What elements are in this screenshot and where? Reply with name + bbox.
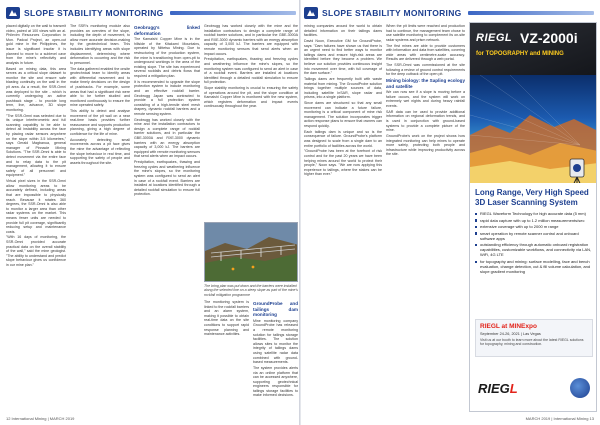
ad-event-title: RIEGL at MINExpo — [480, 323, 537, 330]
ad-subtitle: for TOPOGRAPHY and MINING — [476, 51, 564, 57]
section-title: SLOPE STABILITY MONITORING — [24, 8, 164, 18]
article-column-4-lower-a — [204, 300, 249, 412]
paragraph: Since dams are structured so that any small movement can indicate a future failure, monitoring is a critical component of mine risk management. The solution incorporates trigger action response plans to ensure that owners can respond quickly. — [304, 101, 382, 129]
ad-brand: RIEGL — [476, 32, 513, 44]
paragraph: "With 16 days of monitoring, the SSR-Omni provided accurate practical data on the overall stability of the wall," said the mine geologist. "The ability to understand and predict slope behaviour gives us confidence in our mine plan." — [6, 235, 66, 268]
ad-event-box[interactable] — [475, 319, 593, 357]
page-gutter — [299, 0, 301, 425]
paragraph: Each tailings dam is unique and so is the consequence of failure. GroundProbe's platform was designed to scale from a single dam to an entire portfolio of facilities across the world. — [304, 129, 382, 148]
ad-feature: rapid data capture with up to 1.2 million measurements/sec — [475, 218, 593, 223]
article-column-4-top — [204, 24, 298, 218]
ad-scan-image — [470, 75, 597, 183]
paragraph: The SSR's monitoring module also provides an overview of the slope, including the depth of movement, to allow more accurate decision-making by the geotechnical team. This includes identifying areas with slope displacement, determining where deformation is occurring and the risk to personnel. — [70, 24, 130, 65]
section-title: SLOPE STABILITY MONITORING — [322, 8, 462, 18]
paragraph: The monitoring system is linked to the rockfall barriers and an alarm system, making it possible to obtain real-time data on the site conditions to support rapid response planning and maintenance activities. — [204, 300, 249, 337]
subheading: Mining biology: the Sapling ecology and satellite — [386, 78, 465, 89]
article-column-4-lower-b — [253, 300, 298, 412]
paragraph: The system provides alerts via an online platform that can be accessed anywhere, supporting geotechnical engineers responsible for tailings storage facilities to make informed decisions. — [253, 365, 298, 398]
paragraph: Precipitation, earthquakes, thawing and freezing cycles and weathering influence the mine's slopes, so the monitoring system was configured to send an alert in case of a rockfall event. Barriers are installed at locations identified through a detailed rockfall simulation to ensure full protection. — [204, 57, 298, 85]
riegl-logo — [478, 381, 518, 396]
footer-text: MARCH 2019 | International Mining 13 — [525, 415, 594, 421]
paragraph: This ability to detect and analyse movement of the pit wall on a near real-time basis provides further reassurance and supports production planning, giving a high degree of confidence for the life of mine. — [70, 109, 130, 137]
paragraph: SAR data can be used to provide additional information on regional deformation trends, and is used in conjunction with ground-based systems to provide a complete picture of the mine. — [386, 109, 465, 133]
ad-event-text: Visit us at our booth to learn more about the latest RIEGL solutions for topography, mining and construction. — [480, 338, 584, 347]
article-column-2 — [70, 24, 130, 412]
ad-feature-list — [475, 211, 593, 276]
paragraph: David Noon, Executive GM for GroundProbe, says: "Dam failures have shown us that there is an urgent need to find better ways to monitor tailings dams and ensure high-risk areas are identified before they become a problem. We believe our solution provides continuous insight into movement over time, with full coverage of the dam surface." — [304, 38, 382, 76]
ad-event-date: September 24-26, 2021 | Las Vegas — [480, 332, 541, 336]
right-page-footer — [526, 414, 594, 422]
paragraph: Tailings dams are frequently built with waste material from mining. The GroundProbe solution brings together multiple sources of data, including satellite InSAR, slope radar and prisms, into a single platform. — [304, 76, 382, 100]
ad-footer — [470, 363, 597, 412]
article-column-5 — [304, 24, 382, 412]
header-rule — [468, 11, 594, 15]
magazine-logo-icon — [304, 7, 318, 19]
article-column-3 — [134, 24, 200, 412]
paragraph: The first mines are able to provide customers with information and data from satellites, covering wide areas with centimetre-scale accuracy. Results are delivered through a web portal. — [386, 43, 465, 62]
subheading: GroundProbe and tailings dam monitoring — [253, 301, 298, 318]
paragraph: The SSR-Omni was commissioned at the site following a review of ground control requirements for the deep cutback of the open pit. — [386, 63, 465, 77]
paragraph: We can now see if a slope is moving before a failure occurs, and the system will work on extremely wet nights and during heavy rainfall events. — [386, 90, 465, 109]
paragraph: mining companies around the world to obtain detailed information on their tailings dams facilities. — [304, 24, 382, 38]
ad-feature: outstanding efficiency through automatic onboard registration capabilities, customizable workflows, and connectivity via LAN, WiFi, 4G LTE — [475, 242, 593, 257]
paragraph: When the pit limits were reached and production had to continue, the management team chose to use satellite monitoring to complement its on-site radar systems and prism network. — [386, 24, 465, 42]
paragraph: "The SSR-Omni was selected due to its unique interferometric and full scanning capability to be able to detect all instability across the face by placing radar sensors anywhere on the slope within 3.5 kilometres," says Gerald Magbanua, general manager of Pinnacle Mining Solutions. "The SSR-Omni is able to detect movement via the entire face and to relay data to the pit management, allowing it to ensure safety of all personnel and equipment." — [6, 113, 66, 178]
paragraph: "GroundProbe has been at the forefront of risk control and for the past 20 years we have been helping mines around the world to protect their people," Noon says. "We are now applying this experience to tailings, where the stakes can be higher than ever." — [304, 149, 382, 177]
article-column-6 — [386, 24, 465, 412]
paragraph: Geobrugg has worked closely with the mine and the installation contractors to design a complete range of rockfall barrier solutions, and in particular the GBE-3000A and RXE-3000 dynamic barriers with an energy absorption capacity of 3,000 kJ. The barriers are equipped with remote monitoring sensors that send alerts when an impact occurs. — [204, 24, 298, 56]
rockfall-barrier-photo — [204, 222, 298, 282]
paragraph: placed digitally on the wall to transmit video, paired at 100 views with an al. Philexim Resources Corporation in Mon. Padcal Project, an open-cut gold mine in the Philippines, the issue is significant insofar it is planned to move to a sublevel cave from the mine's reflectivity and analysis in future. — [6, 24, 66, 65]
article-column-1 — [6, 24, 66, 412]
paragraph: Mine monitoring company GroundProbe has released a remote monitoring solution for tailings storage facilities. The solution allows sites to monitor the integrity of tailings dams using satellite radar data combined with ground-based measurements. — [253, 318, 298, 365]
scanner-device-icon — [566, 157, 588, 183]
ad-feature: extensive coverage with up to 2000 m range — [475, 224, 593, 229]
left-page-header — [6, 6, 296, 20]
riegl-advertisement[interactable] — [469, 22, 597, 412]
riegl-logo-part-a: RIEG — [478, 380, 510, 396]
globe-icon — [570, 378, 590, 398]
magazine-logo-icon — [6, 7, 20, 19]
ad-banner — [470, 23, 597, 75]
ad-model: VZ-2000i — [520, 30, 578, 46]
paragraph: Precipitation, earthquakes, thawing and freezing cycles and weathering influence the mine's slopes, so the monitoring system was configured to send an alert in case of a rockfall event. Barriers are installed at locations identified through a detailed rockfall simulation to ensure full protection. — [134, 160, 200, 197]
paragraph: Based on mining data, this area serves as a critical slope dataset to monitor the site and ensure safe blasting continuity on the wall in the pit area. As a result, the SSR-Omni was deployed to the site - which is currently undergoing an active pushback stage - to provide long term, live, advance, 3D slope monitoring. — [6, 66, 66, 112]
paragraph: It is recommended to upgrade the slope protection system to include monitoring and an effective rockfall barrier. Geobrugg Japan was contracted to provide a full protection system consisting of a high-tensile steel mesh drapery, dynamic rockfall barriers and a remote sensing system. — [134, 79, 200, 116]
photo-caption: The bring plan was put down and the barriers were installed along the selected line on a steep slope as part of the mine's rockfall mitigation programme — [204, 284, 298, 297]
paragraph: Geobrugg has worked closely with the mine and the installation contractors to design a complete range of rockfall barrier solutions, and in particular the GBE-3000A and RXE-3000 dynamic barriers with an energy absorption capacity of 3,000 kJ. The barriers are equipped with remote monitoring sensors that send alerts when an impact occurs. — [134, 117, 200, 159]
right-page-header — [304, 6, 594, 20]
paragraph: GroundProbe's work on the project shows how integrated monitoring can help mines to operate more safely, protecting both people and infrastructure while improving productivity across the site. — [386, 134, 465, 157]
left-page-footer — [6, 414, 74, 422]
header-rule — [170, 11, 296, 15]
riegl-logo-part-b: L — [509, 380, 518, 396]
paragraph: Slope stability monitoring is crucial to ensuring the safety of operations around the pit, and the slope condition at Kamaishi Copper Mine is monitored with the new system, which registers deformation and impact events continuously throughout the year. — [204, 86, 298, 109]
paragraph: Accurately detecting small movements across a pit face gives the mine the advantage of reflecting the slope behaviour in real time, and supporting the safety of people and assets throughout the site. — [70, 137, 130, 165]
ad-feature: for topography and mining: surface modelling, face and bench evaluation, change detection, cut & fill volume calculation, and slope gradient monitoring — [475, 259, 593, 274]
subheading: Geobrugg's linked deformation — [134, 25, 200, 36]
paragraph: The Kamaishi Copper Mine is in the hillside of the Kitakami Mountains, operated by Nittetsu Mining. Due to restructuring of the production system, the mine is transitioning from open-pit to underground workings in the area of the existing slope. The site has experienced several rockfalls and debris flows that required a mitigation plan. — [134, 37, 200, 78]
paragraph: The data gathered enabled the onsite geotechnical team to identify areas with differential movement and to make timely decisions on the design of pushbacks. For example, some areas that had a significant risk were able to be further studied and monitored continuously to ensure the mine operated safely. — [70, 66, 130, 108]
ad-feature: RIEGL Waveform Technology for high accurate data (5 mm) — [475, 211, 593, 216]
ad-feature: smart operation by remote scanner control and onboard software apps — [475, 231, 593, 241]
ad-headline: Long Range, Very High Speed 3D Laser Scanning System — [475, 188, 589, 207]
paragraph: Virtual pixel sizes in the SSR-Omni allow monitoring areas to be accurately defined, including areas that are impossible to physically reach. Because it rotates 360 degrees, the SSR-Omni is also able to monitor a larger area than other radar systems on the market. This means fewer units are needed to provide full pit coverage, significantly reducing setup and maintenance costs. — [6, 179, 66, 234]
footer-text: 12 International Mining | MARCH 2019 — [6, 415, 75, 421]
